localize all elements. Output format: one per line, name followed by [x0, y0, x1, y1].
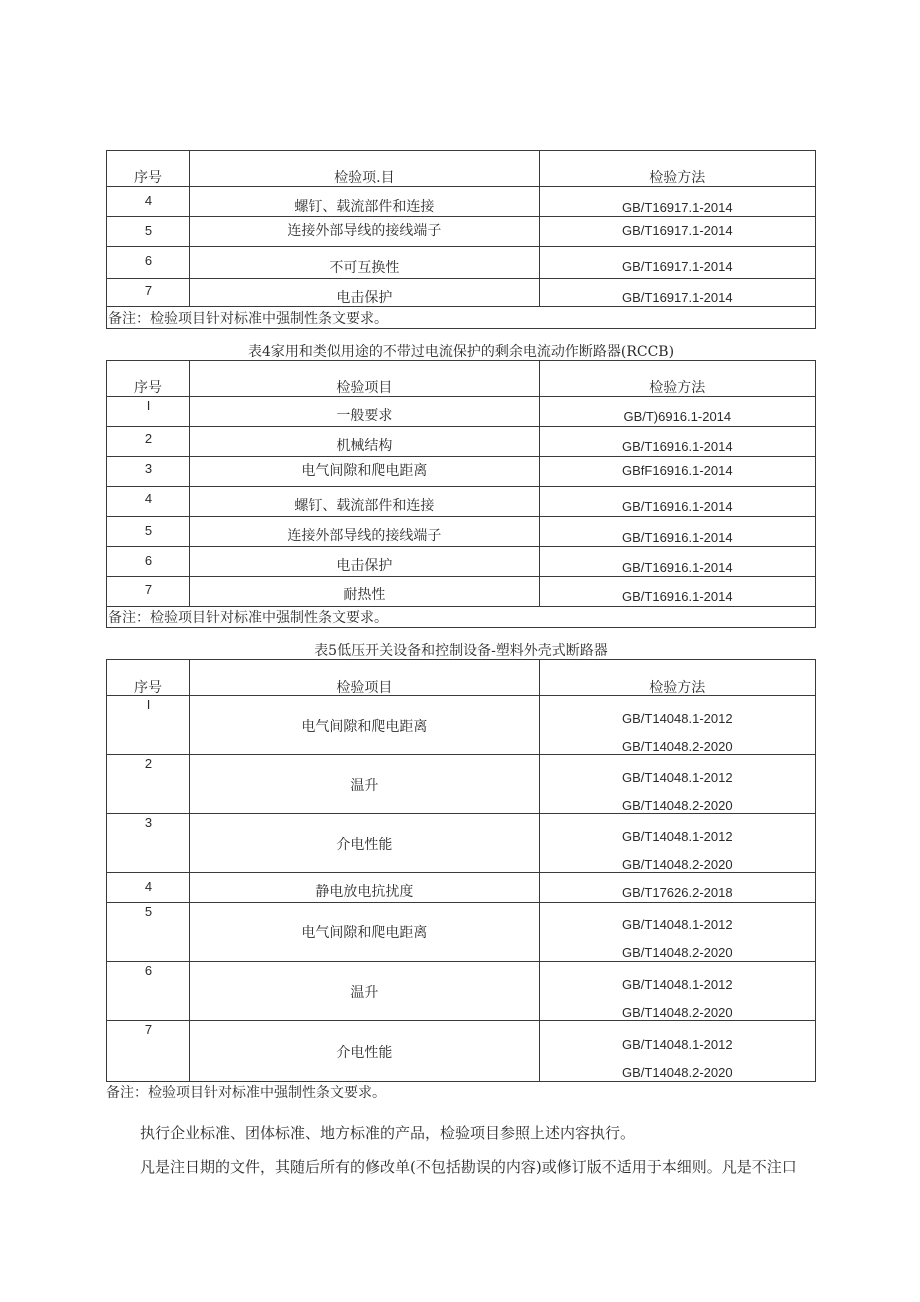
- row-method: GB/T16916.1-2014: [622, 589, 733, 604]
- row-method: GB/T)6916.1-2014: [623, 409, 732, 424]
- row-no: 2: [144, 756, 153, 771]
- row-method-2: GB/T14048.2-2020: [622, 1065, 733, 1080]
- row-method-1: GB/T14048.1-2012: [622, 1037, 733, 1052]
- row-item: 电气间隙和爬电距离: [301, 463, 428, 479]
- row-item: 螺钉、载流部件和连接: [294, 199, 435, 215]
- row-method: GB/T16916.1-2014: [622, 499, 733, 514]
- table-header-row: [107, 660, 816, 696]
- table-row: [107, 187, 816, 217]
- row-item: 介电性能: [336, 837, 393, 853]
- table-row: [107, 962, 816, 1021]
- table-row: [107, 397, 816, 427]
- row-method: GB/T16916.1-2014: [622, 439, 733, 454]
- row-no: 5: [144, 523, 153, 538]
- header-method: 检验方法: [649, 380, 706, 396]
- table-note: 备注：检验项目针对标准中强制性条文要求。: [107, 307, 816, 329]
- table-row: [107, 814, 816, 873]
- table-3-note: 备注：检验项目针对标准中强制性条文要求。: [106, 1085, 386, 1101]
- row-method-1: GB/T14048.1-2012: [622, 977, 733, 992]
- header-no: 序号: [134, 170, 163, 186]
- row-method: GB/T16916.1-2014: [622, 560, 733, 575]
- table-2: [106, 360, 816, 628]
- table-row: [107, 487, 816, 517]
- row-item: 电击保护: [336, 290, 393, 306]
- table-1: [106, 150, 816, 329]
- row-method: GB/T16916.1-2014: [622, 530, 733, 545]
- table-row: [107, 427, 816, 457]
- table-row: [107, 517, 816, 547]
- table-row: [107, 247, 816, 279]
- header-item: 检验项目: [336, 680, 393, 696]
- row-no: I: [146, 398, 151, 413]
- row-method-1: GB/T14048.1-2012: [622, 917, 733, 932]
- table-row: [107, 903, 816, 962]
- table-row: [107, 577, 816, 607]
- row-method-1: GB/T14048.1-2012: [622, 829, 733, 844]
- row-no: 7: [144, 582, 153, 597]
- row-item: 螺钉、载流部件和连接: [294, 498, 435, 514]
- table-row: [107, 696, 816, 755]
- table-2-caption: 表4家用和类似用途的不带过电流保护的剩余电流动作断路器(RCCB): [247, 344, 675, 360]
- header-item: 检验项目: [336, 380, 393, 396]
- row-item: 连接外部导线的接线端子: [287, 528, 442, 544]
- row-no: 7: [144, 1022, 153, 1037]
- table-3-caption: 表5低压开关设备和控制设备-塑料外壳式断路器: [314, 643, 608, 659]
- row-item: 机械结构: [336, 438, 393, 454]
- table-row: [107, 457, 816, 487]
- row-no: 6: [144, 253, 153, 268]
- row-item: 电气间隙和爬电距离: [301, 719, 428, 735]
- row-method-1: GB/T14048.1-2012: [622, 770, 733, 785]
- table-row: [107, 873, 816, 903]
- row-method: GBfF16916.1-2014: [622, 463, 733, 478]
- row-no: 5: [144, 904, 153, 919]
- row-method-2: GB/T14048.2-2020: [622, 1005, 733, 1020]
- row-method-2: GB/T14048.2-2020: [622, 857, 733, 872]
- row-item: 连接外部导线的接线端子: [287, 223, 442, 239]
- table-row: [107, 1021, 816, 1082]
- table-3: [106, 659, 816, 1082]
- table-note-row: [107, 607, 816, 628]
- header-no: 序号: [134, 380, 163, 396]
- header-method: 检验方法: [649, 680, 706, 696]
- paragraph-2: 凡是注日期的文件，其随后所有的修改单(不包括勘误的内容)或修订版不适用于本细则。凡是不注口: [140, 1158, 797, 1176]
- row-method: GB/T16917.1-2014: [622, 200, 733, 215]
- row-no: 4: [144, 193, 153, 208]
- row-no: 5: [144, 223, 153, 238]
- header-no: 序号: [134, 680, 163, 696]
- table-header-row: [107, 361, 816, 397]
- row-no: 6: [144, 553, 153, 568]
- row-item: 耐热性: [343, 587, 386, 603]
- row-method-1: GB/T14048.1-2012: [622, 711, 733, 726]
- row-item: 电气间隙和爬电距离: [301, 925, 428, 941]
- row-item: 温升: [350, 985, 379, 1001]
- header-method: 检验方法: [649, 170, 706, 186]
- table-row: [107, 547, 816, 577]
- header-item: 检验项.目: [334, 170, 395, 186]
- table-row: [107, 279, 816, 307]
- row-method-2: GB/T14048.2-2020: [622, 798, 733, 813]
- row-item: 电击保护: [336, 558, 393, 574]
- table-row: [107, 217, 816, 247]
- row-method: GB/T16917.1-2014: [622, 223, 733, 238]
- table-row: [107, 755, 816, 814]
- row-item: 不可互换性: [329, 260, 400, 276]
- row-no: 6: [144, 963, 153, 978]
- row-item: 介电性能: [336, 1045, 393, 1061]
- row-item: 温升: [350, 778, 379, 794]
- row-item: 静电放电抗扰度: [315, 884, 414, 900]
- row-no: 3: [144, 815, 153, 830]
- row-method-2: GB/T14048.2-2020: [622, 945, 733, 960]
- row-method: GB/T16917.1-2014: [622, 259, 733, 274]
- row-no: I: [146, 697, 151, 712]
- table-note-row: [107, 307, 816, 329]
- paragraph-1: 执行企业标准、团体标准、地方标准的产品，检验项目参照上述内容执行。: [140, 1124, 636, 1142]
- row-method: GB/T16917.1-2014: [622, 290, 733, 305]
- row-no: 7: [144, 283, 153, 298]
- row-no: 4: [144, 879, 153, 894]
- row-no: 3: [144, 461, 153, 476]
- row-no: 4: [144, 491, 153, 506]
- table-note: 备注：检验项目针对标准中强制性条文要求。: [107, 607, 816, 628]
- row-item: 一般要求: [336, 408, 393, 424]
- row-method-2: GB/T14048.2-2020: [622, 739, 733, 754]
- row-method-1: GB/T17626.2-2018: [622, 885, 733, 900]
- table-header-row: [107, 151, 816, 187]
- row-no: 2: [144, 431, 153, 446]
